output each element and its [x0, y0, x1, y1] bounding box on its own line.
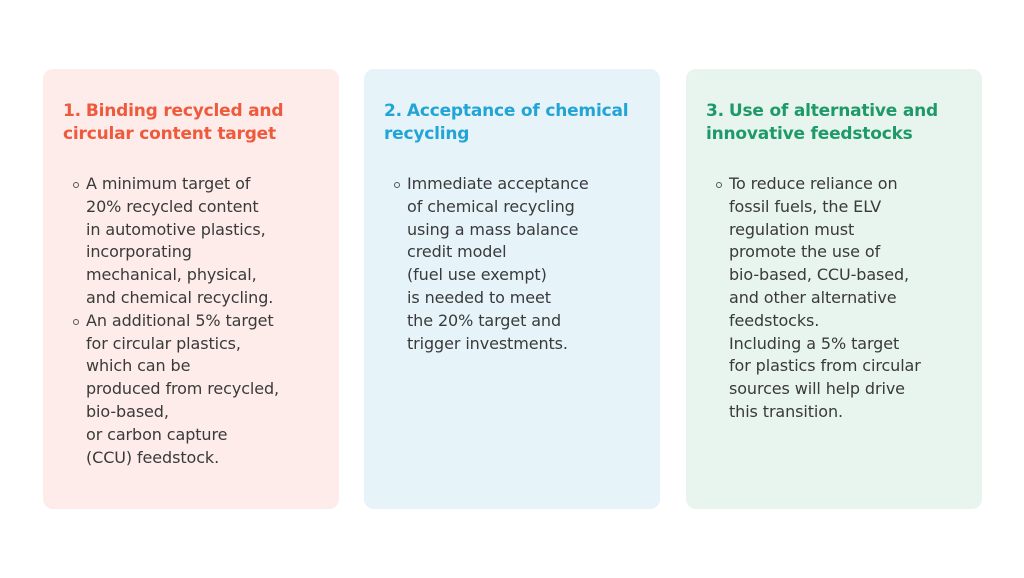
list-item-text: Immediate acceptance of chemical recycling using a mass balance credit model (fuel use exempt) is needed to meet the 20% target and trigger investments.: [407, 174, 589, 353]
list-item: [73, 310, 319, 470]
bullet-icon: [716, 182, 722, 188]
bullet-icon: [73, 319, 79, 325]
card-title: [384, 100, 640, 146]
card-recycled-content-target: [43, 69, 339, 509]
bullet-icon: [73, 182, 79, 188]
list-item: [73, 173, 319, 310]
card-number: 3.: [706, 101, 724, 121]
card-title-text: Use of alternative and innovative feedstocks: [706, 101, 938, 144]
list-item: [394, 173, 640, 355]
card-chemical-recycling: [364, 69, 660, 509]
bullet-icon: [394, 182, 400, 188]
list-item-text: To reduce reliance on fossil fuels, the ELV regulation must promote the use of bio-based, CCU-based, and other alternative feedstocks. Including a 5% target for plastics from circular sources will help drive this transition.: [729, 174, 921, 421]
list-item-text: An additional 5% target for circular plastics, which can be produced from recycled, bio-based, or carbon capture (CCU) feedstock.: [86, 310, 280, 467]
card-title: [63, 100, 319, 146]
card-title-text: Binding recycled and circular content target: [63, 101, 284, 144]
card-number: 1.: [63, 101, 81, 121]
list-item-text: A minimum target of 20% recycled content in automotive plastics, incorporating mechanical, physical, and chemical recycling.: [86, 174, 274, 307]
list-item: [716, 173, 962, 424]
card-bullet-list: [706, 173, 962, 424]
card-bullet-list: [63, 173, 319, 469]
card-alternative-feedstocks: [686, 69, 982, 509]
card-title-text: Acceptance of chemical recycling: [384, 101, 629, 144]
card-bullet-list: [384, 173, 640, 355]
card-title: [706, 100, 962, 146]
card-number: 2.: [384, 101, 402, 121]
